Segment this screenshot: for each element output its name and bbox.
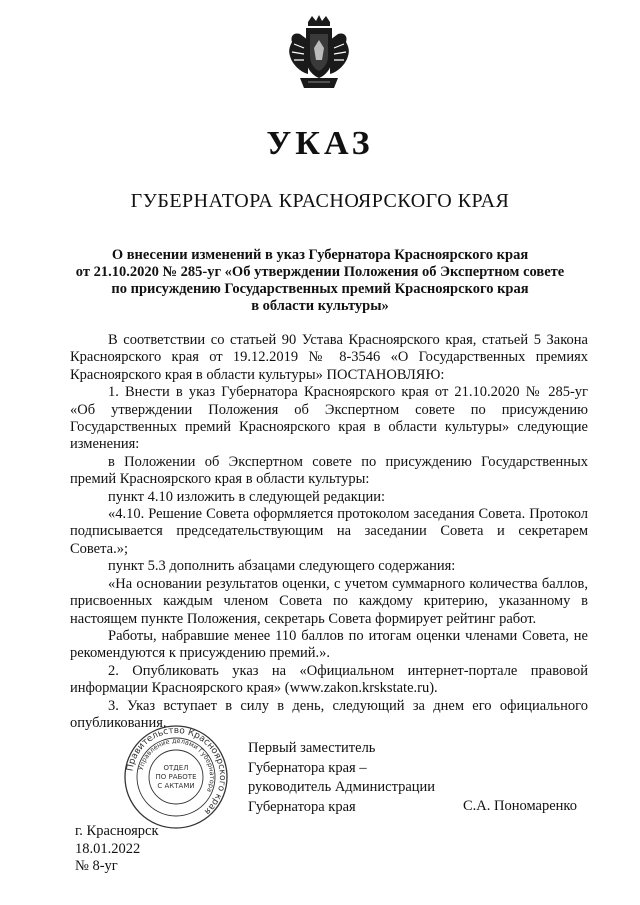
- signatory-name: С.А. Пономаренко: [463, 798, 577, 814]
- paragraph: 3. Указ вступает в силу в день, следующий за днем его официального опубликования.: [70, 697, 588, 731]
- paragraph: Работы, набравшие менее 110 баллов по итогам оценки членами Совета, не рекомендуются к присуждению премий.».: [70, 627, 588, 662]
- svg-text:Правительство Красноярского кр: Правительство Красноярского края: [125, 725, 228, 817]
- paragraph: В соответствии со статьей 90 Устава Красноярского края, статьей 5 Закона Красноярского края от 19.12.2019 № 8-3546 «О Государственных премиях Красноярского края в области культуры» ПОСТАНОВЛЯЮ:: [70, 332, 588, 383]
- document-subtitle: ГУБЕРНАТОРА КРАСНОЯРСКОГО КРАЯ: [130, 190, 510, 212]
- svg-text:ОТДЕЛ: ОТДЕЛ: [163, 764, 189, 772]
- issue-date: 18.01.2022: [75, 840, 141, 857]
- heading-line: по присуждению Государственных премий Красноярского края: [111, 281, 529, 297]
- paragraph: «На основании результатов оценки, с учетом суммарного количества баллов, присвоенных каждым членом Совета по каждому критерию, указанному в настоящем пункте Положения, секретарь Совета формирует рейтинг работ.: [70, 575, 588, 627]
- heading-line: в области культуры»: [251, 298, 389, 314]
- issue-place: г. Красноярск: [75, 823, 159, 839]
- svg-text:С АКТАМИ: С АКТАМИ: [157, 782, 195, 790]
- document-heading: [60, 247, 580, 315]
- heading-line: от 21.10.2020 № 285-уг «Об утверждении Положения об Экспертном совете: [75, 264, 565, 280]
- coat-of-arms-emblem: [286, 14, 352, 92]
- svg-text:ПО РАБОТЕ: ПО РАБОТЕ: [155, 773, 197, 781]
- paragraph: в Положении об Экспертном совете по присуждению Государственных премий Красноярского края в области культуры:: [70, 453, 588, 488]
- svg-text:Управление делами Губернатора: Управление делами Губернатора: [136, 736, 217, 794]
- paragraph: «4.10. Решение Совета оформляется протоколом заседания Совета. Протокол подписывается председательствующим на заседании Совета и секретарем Совета.»;: [70, 506, 588, 557]
- document-body: [70, 332, 588, 732]
- signatory-position-line: Губернатора края –: [248, 759, 367, 776]
- paragraph: пункт 4.10 изложить в следующей редакции:: [108, 488, 386, 505]
- paragraph: 1. Внести в указ Губернатора Красноярского края от 21.10.2020 № 285-уг «Об утверждении Положения об Экспертном совете по присуждению Государственных премий Красноярского края в области культуры» следующие изменения:: [70, 384, 588, 453]
- document-number: № 8-уг: [75, 858, 118, 874]
- signatory-position-line: Первый заместитель: [248, 740, 376, 756]
- document-title: УКАЗ: [266, 125, 374, 162]
- paragraph: пункт 5.3 дополнить абзацами следующего содержания:: [108, 558, 456, 575]
- heading-line: О внесении изменений в указ Губернатора Красноярского края: [111, 247, 529, 263]
- document-footer: [75, 823, 159, 876]
- official-stamp: [123, 724, 229, 830]
- signatory-position: [248, 739, 435, 817]
- paragraph: 2. Опубликовать указ на «Официальном интернет-портале правовой информации Красноярского края» (www.zakon.krskstate.ru).: [70, 662, 588, 697]
- signatory-position-line: руководитель Администрации: [248, 779, 436, 795]
- signatory-position-line: Губернатора края: [248, 798, 356, 815]
